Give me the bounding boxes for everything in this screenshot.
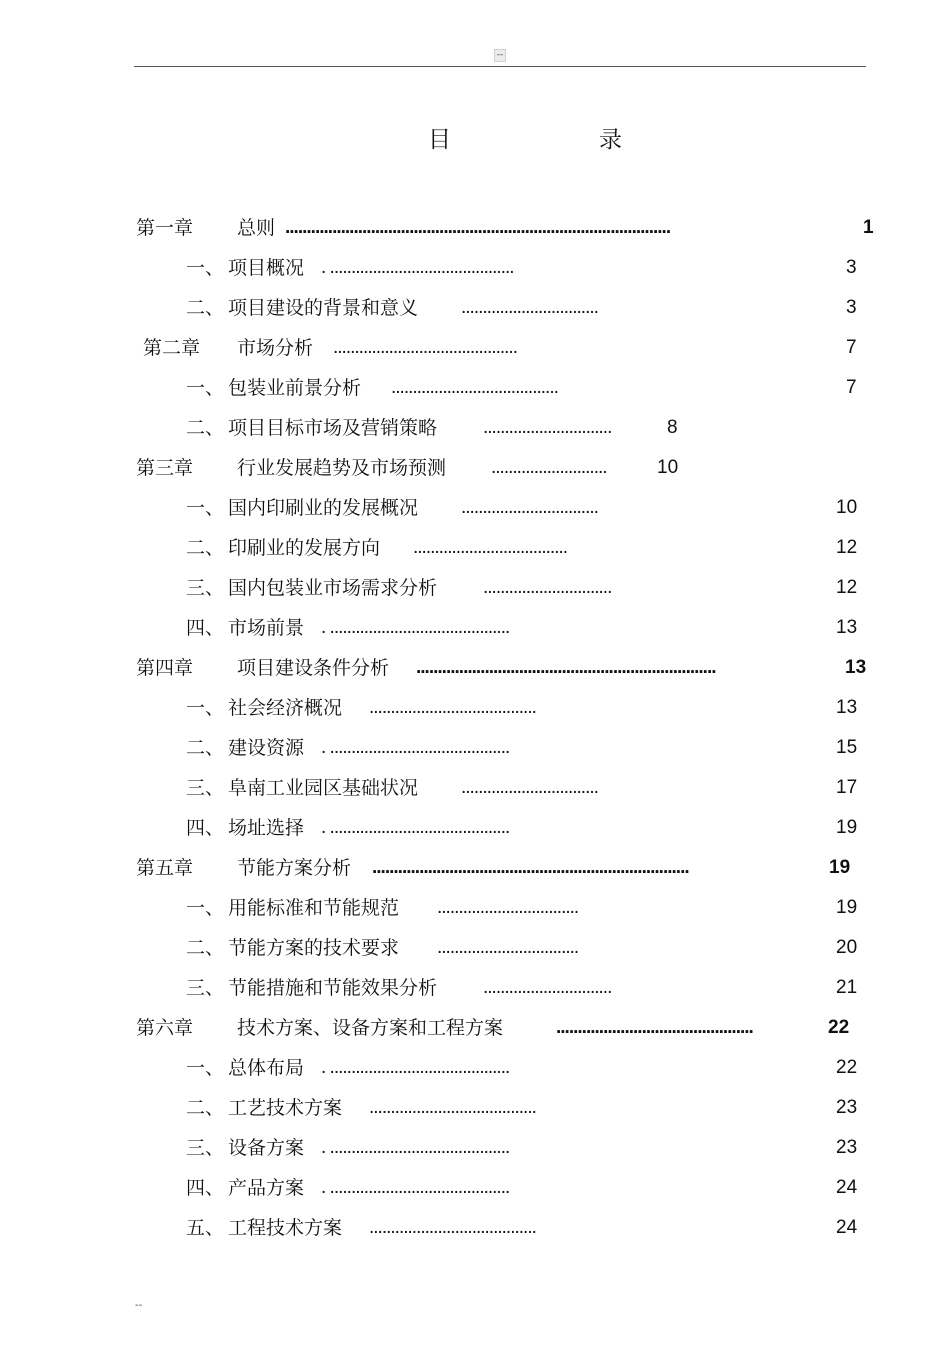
toc-page: 19 — [836, 817, 858, 838]
toc-number: 二、 — [186, 417, 225, 439]
toc-page: 3 — [846, 297, 857, 318]
toc-section[interactable] — [0, 1213, 950, 1243]
toc-number: 四、 — [186, 617, 225, 639]
toc-title: 阜南工业园区基础状况 — [228, 777, 419, 799]
toc-page: 10 — [836, 497, 858, 518]
toc-page: 24 — [836, 1217, 858, 1238]
toc-title: 产品方案 — [228, 1177, 305, 1199]
toc-leader: .............................. — [483, 577, 612, 598]
toc-leader: . ........................................... — [321, 257, 514, 278]
toc-section[interactable] — [0, 493, 950, 523]
toc-number: 第三章 — [136, 457, 194, 479]
toc-section[interactable] — [0, 1173, 950, 1203]
toc-page: 20 — [836, 937, 858, 958]
toc-page: 3 — [846, 257, 857, 278]
toc-section[interactable] — [0, 1093, 950, 1123]
toc-section[interactable] — [0, 413, 950, 443]
toc-title: 场址选择 — [228, 817, 305, 839]
toc-leader: .......................................................................................... — [285, 217, 671, 238]
toc-leader: ...................................................................... — [416, 657, 716, 678]
toc-section[interactable] — [0, 293, 950, 323]
toc-title: 节能方案的技术要求 — [228, 937, 400, 959]
toc-page: 7 — [846, 337, 857, 358]
toc-page: 8 — [667, 417, 678, 438]
toc-section[interactable] — [0, 1053, 950, 1083]
toc-chapter-1[interactable] — [0, 213, 950, 243]
toc-number: 第五章 — [136, 857, 194, 879]
toc-page: 19 — [836, 897, 858, 918]
toc-page: 21 — [836, 977, 858, 998]
toc-title: 包装业前景分析 — [228, 377, 362, 399]
toc-title: 项目目标市场及营销策略 — [228, 417, 438, 439]
toc-title: 总则 — [237, 217, 276, 239]
toc-leader: ................................ — [461, 777, 598, 798]
toc-number: 一、 — [186, 697, 225, 719]
toc-leader: ................................. — [437, 937, 579, 958]
toc-page: 13 — [836, 617, 858, 638]
toc-section[interactable] — [0, 973, 950, 1003]
toc-number: 一、 — [186, 497, 225, 519]
toc-title: 项目建设的背景和意义 — [228, 297, 419, 319]
toc-section[interactable] — [0, 693, 950, 723]
toc-leader: . .......................................... — [321, 1137, 510, 1158]
toc-title: 节能措施和节能效果分析 — [228, 977, 438, 999]
toc-number: 二、 — [186, 297, 225, 319]
toc-leader: ........................... — [491, 457, 607, 478]
toc-page: 12 — [836, 577, 858, 598]
toc-number: 三、 — [186, 977, 225, 999]
toc-page: 19 — [829, 857, 851, 878]
toc-title: 项目建设条件分析 — [237, 657, 390, 679]
toc-number: 四、 — [186, 1177, 225, 1199]
toc-leader: ....................................... — [391, 377, 558, 398]
toc-leader: ................................. — [437, 897, 579, 918]
toc-number: 五、 — [186, 1217, 225, 1239]
toc-page: 23 — [836, 1097, 858, 1118]
toc-page: 13 — [845, 657, 867, 678]
toc-section[interactable] — [0, 573, 950, 603]
toc-title: 项目概况 — [228, 257, 305, 279]
toc-page: 17 — [836, 777, 858, 798]
toc-page: 24 — [836, 1177, 858, 1198]
toc-leader: ........................................... — [333, 337, 517, 358]
toc-title: 用能标准和节能规范 — [228, 897, 400, 919]
footer-mark: -- — [135, 1300, 143, 1311]
header-rule — [134, 66, 866, 67]
toc-title: 社会经济概况 — [228, 697, 343, 719]
toc-number: 二、 — [186, 737, 225, 759]
toc-page: 23 — [836, 1137, 858, 1158]
toc-leader: . .......................................... — [321, 1177, 510, 1198]
toc-number: 三、 — [186, 577, 225, 599]
toc-page: 1 — [863, 217, 874, 238]
toc-page: 12 — [836, 537, 858, 558]
page-title — [0, 124, 950, 156]
toc-number: 一、 — [186, 377, 225, 399]
toc-page: 22 — [828, 1017, 850, 1038]
toc-title: 国内印刷业的发展概况 — [228, 497, 419, 519]
toc-number: 三、 — [186, 777, 225, 799]
toc-number: 第六章 — [136, 1017, 194, 1039]
toc-section[interactable] — [0, 253, 950, 283]
toc-leader: ................................ — [461, 497, 598, 518]
toc-page: 13 — [836, 697, 858, 718]
toc-leader: . .......................................... — [321, 737, 510, 758]
toc-leader: . .......................................... — [321, 617, 510, 638]
title-char-1: 目 — [428, 127, 451, 153]
toc-title: 总体布局 — [228, 1057, 305, 1079]
toc-section[interactable] — [0, 933, 950, 963]
toc-section[interactable] — [0, 813, 950, 843]
toc-title: 行业发展趋势及市场预测 — [237, 457, 447, 479]
toc-chapter-3[interactable] — [0, 453, 950, 483]
header-mark: -- — [494, 49, 506, 62]
toc-number: 二、 — [186, 937, 225, 959]
toc-title: 节能方案分析 — [237, 857, 352, 879]
toc-chapter-2[interactable] — [0, 333, 950, 363]
toc-leader: ................................ — [461, 297, 598, 318]
toc-section[interactable] — [0, 613, 950, 643]
toc-leader: ....................................... — [369, 1097, 536, 1118]
toc-page: 15 — [836, 737, 858, 758]
toc-section[interactable] — [0, 373, 950, 403]
toc-title: 技术方案、设备方案和工程方案 — [237, 1017, 504, 1039]
toc-title: 建设资源 — [228, 737, 305, 759]
toc-section[interactable] — [0, 773, 950, 803]
toc-leader: .............................. — [483, 417, 612, 438]
toc-number: 第四章 — [136, 657, 194, 679]
toc-section[interactable] — [0, 733, 950, 763]
toc-number: 第一章 — [136, 217, 194, 239]
toc-section[interactable] — [0, 893, 950, 923]
toc-leader: .............................. — [483, 977, 612, 998]
toc-leader: .......................................................................... — [372, 857, 689, 878]
toc-title: 市场前景 — [228, 617, 305, 639]
toc-number: 第二章 — [143, 337, 201, 359]
toc-chapter-6[interactable] — [0, 1013, 950, 1043]
toc-chapter-4[interactable] — [0, 653, 950, 683]
toc-title: 市场分析 — [237, 337, 314, 359]
toc-number: 四、 — [186, 817, 225, 839]
toc-page: 22 — [836, 1057, 858, 1078]
toc-section[interactable] — [0, 1133, 950, 1163]
toc-page: 10 — [657, 457, 679, 478]
toc-title: 印刷业的发展方向 — [228, 537, 381, 559]
toc-leader: ....................................... — [369, 1217, 536, 1238]
toc-number: 一、 — [186, 897, 225, 919]
toc-section[interactable] — [0, 533, 950, 563]
toc-page: 7 — [846, 377, 857, 398]
toc-number: 三、 — [186, 1137, 225, 1159]
toc-leader: . .......................................... — [321, 817, 510, 838]
title-char-2: 录 — [599, 127, 622, 153]
toc-leader: . .......................................... — [321, 1057, 510, 1078]
toc-leader: .................................... — [413, 537, 568, 558]
toc-number: 二、 — [186, 1097, 225, 1119]
toc-number: 一、 — [186, 257, 225, 279]
toc-title: 设备方案 — [228, 1137, 305, 1159]
toc-leader: ....................................... — [369, 697, 536, 718]
toc-number: 二、 — [186, 537, 225, 559]
toc-number: 一、 — [186, 1057, 225, 1079]
toc-title: 工程技术方案 — [228, 1217, 343, 1239]
toc-title: 工艺技术方案 — [228, 1097, 343, 1119]
toc-title: 国内包装业市场需求分析 — [228, 577, 438, 599]
toc-chapter-5[interactable] — [0, 853, 950, 883]
toc-leader: .............................................. — [556, 1017, 753, 1038]
